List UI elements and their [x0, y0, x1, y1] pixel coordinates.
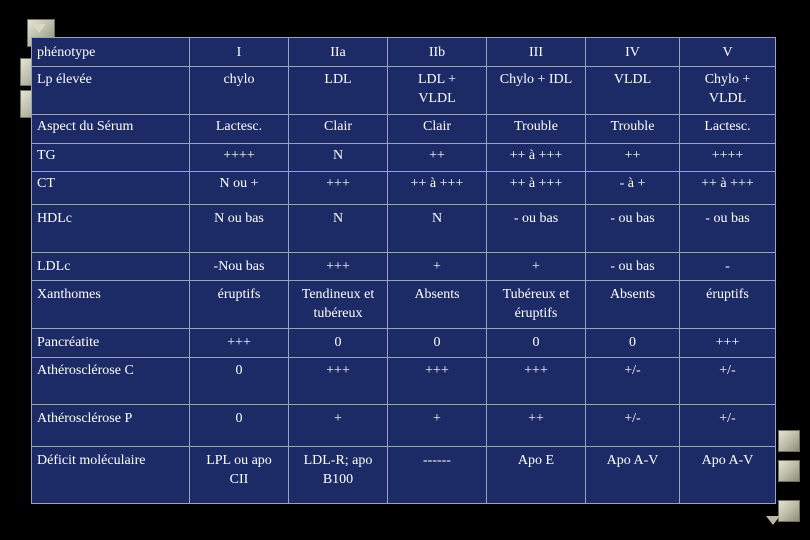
- table-cell: - à +: [586, 172, 680, 205]
- table-cell: - ou bas: [680, 205, 776, 253]
- table-cell: Clair: [289, 115, 388, 144]
- table-cell: +++: [289, 253, 388, 281]
- table-cell: Absents: [586, 281, 680, 329]
- table-cell: ++++: [680, 144, 776, 172]
- row-label: Pancréatite: [32, 329, 190, 358]
- decorative-square-bottom-right-1: [778, 430, 800, 452]
- table-row-xanthomes: [32, 281, 776, 329]
- row-label: Déficit moléculaire: [32, 447, 190, 504]
- header-row: [32, 38, 776, 67]
- table-cell: LDL: [289, 67, 388, 115]
- header-cell-label: phénotype: [32, 38, 190, 67]
- table-cell: Lactesc.: [190, 115, 289, 144]
- table-cell: +: [487, 253, 586, 281]
- table-cell: +++: [680, 329, 776, 358]
- table-cell: Chylo + IDL: [487, 67, 586, 115]
- table-cell: +: [388, 253, 487, 281]
- table-cell: N ou bas: [190, 205, 289, 253]
- row-label: Lp élevée: [32, 67, 190, 115]
- row-label: Athérosclérose P: [32, 405, 190, 447]
- table-row-atherosclerose-p: [32, 405, 776, 447]
- row-label: Aspect du Sérum: [32, 115, 190, 144]
- table-cell: ++: [388, 144, 487, 172]
- table-cell: LPL ou apo CII: [190, 447, 289, 504]
- table-cell: Apo A-V: [586, 447, 680, 504]
- table-row-tg: [32, 144, 776, 172]
- table-cell: ------: [388, 447, 487, 504]
- table-cell: Trouble: [586, 115, 680, 144]
- table-row-deficit-moleculaire: [32, 447, 776, 504]
- table-cell: ++: [487, 405, 586, 447]
- table-cell: Clair: [388, 115, 487, 144]
- row-label: Xanthomes: [32, 281, 190, 329]
- table-cell: - ou bas: [487, 205, 586, 253]
- decorative-triangle-top-left: [32, 24, 46, 33]
- table-cell: chylo: [190, 67, 289, 115]
- table-cell: éruptifs: [190, 281, 289, 329]
- table-cell: +++: [289, 358, 388, 405]
- row-label: TG: [32, 144, 190, 172]
- row-label: LDLc: [32, 253, 190, 281]
- header-cell-type-iia: IIa: [289, 38, 388, 67]
- table-cell: N: [289, 144, 388, 172]
- header-cell-type-iii: III: [487, 38, 586, 67]
- row-label: CT: [32, 172, 190, 205]
- table-cell: 0: [289, 329, 388, 358]
- table-cell: +++: [289, 172, 388, 205]
- table-row-lp-elevee: [32, 67, 776, 115]
- table-cell: +: [388, 405, 487, 447]
- row-label: HDLc: [32, 205, 190, 253]
- table-cell: 0: [388, 329, 487, 358]
- table-cell: +: [289, 405, 388, 447]
- table-cell: ++ à +++: [487, 172, 586, 205]
- table-cell: 0: [190, 405, 289, 447]
- table-cell: -: [680, 253, 776, 281]
- table-cell: +/-: [680, 405, 776, 447]
- decorative-square-bottom-right-2: [778, 460, 800, 482]
- table-cell: -Nou bas: [190, 253, 289, 281]
- table-cell: +++: [190, 329, 289, 358]
- table-row-hdlc: [32, 205, 776, 253]
- table-row-pancreatite: [32, 329, 776, 358]
- table-cell: ++: [586, 144, 680, 172]
- table-cell: Absents: [388, 281, 487, 329]
- table-cell: - ou bas: [586, 253, 680, 281]
- table-cell: ++++: [190, 144, 289, 172]
- table-cell: Chylo + VLDL: [680, 67, 776, 115]
- table-row-ct: [32, 172, 776, 205]
- table-cell: Tubéreux et éruptifs: [487, 281, 586, 329]
- table-cell: +++: [487, 358, 586, 405]
- header-cell-type-iib: IIb: [388, 38, 487, 67]
- table-cell: Lactesc.: [680, 115, 776, 144]
- table-cell: ++ à +++: [487, 144, 586, 172]
- decorative-square-bottom-right-3: [778, 500, 800, 522]
- header-cell-type-v: V: [680, 38, 776, 67]
- table-cell: Trouble: [487, 115, 586, 144]
- table-cell: +++: [388, 358, 487, 405]
- header-cell-type-iv: IV: [586, 38, 680, 67]
- row-label: Athérosclérose C: [32, 358, 190, 405]
- table-cell: N: [289, 205, 388, 253]
- table-cell: +/-: [586, 358, 680, 405]
- decorative-triangle-bottom-right: [766, 516, 780, 525]
- table-cell: LDL-R; apo B100: [289, 447, 388, 504]
- table-cell: N ou +: [190, 172, 289, 205]
- table-cell: Apo A-V: [680, 447, 776, 504]
- header-cell-type-i: I: [190, 38, 289, 67]
- table-cell: 0: [190, 358, 289, 405]
- table-row-ldlc: [32, 253, 776, 281]
- table-cell: ++ à +++: [680, 172, 776, 205]
- table-cell: - ou bas: [586, 205, 680, 253]
- table-cell: Tendineux et tubéreux: [289, 281, 388, 329]
- table-row-aspect-serum: [32, 115, 776, 144]
- table-cell: 0: [487, 329, 586, 358]
- table-cell: éruptifs: [680, 281, 776, 329]
- phenotype-table: [31, 37, 776, 504]
- table-cell: +/-: [680, 358, 776, 405]
- table-cell: +/-: [586, 405, 680, 447]
- table-cell: VLDL: [586, 67, 680, 115]
- table-cell: ++ à +++: [388, 172, 487, 205]
- table-cell: LDL + VLDL: [388, 67, 487, 115]
- table-cell: N: [388, 205, 487, 253]
- table-cell: Apo E: [487, 447, 586, 504]
- table-row-atherosclerose-c: [32, 358, 776, 405]
- table-cell: 0: [586, 329, 680, 358]
